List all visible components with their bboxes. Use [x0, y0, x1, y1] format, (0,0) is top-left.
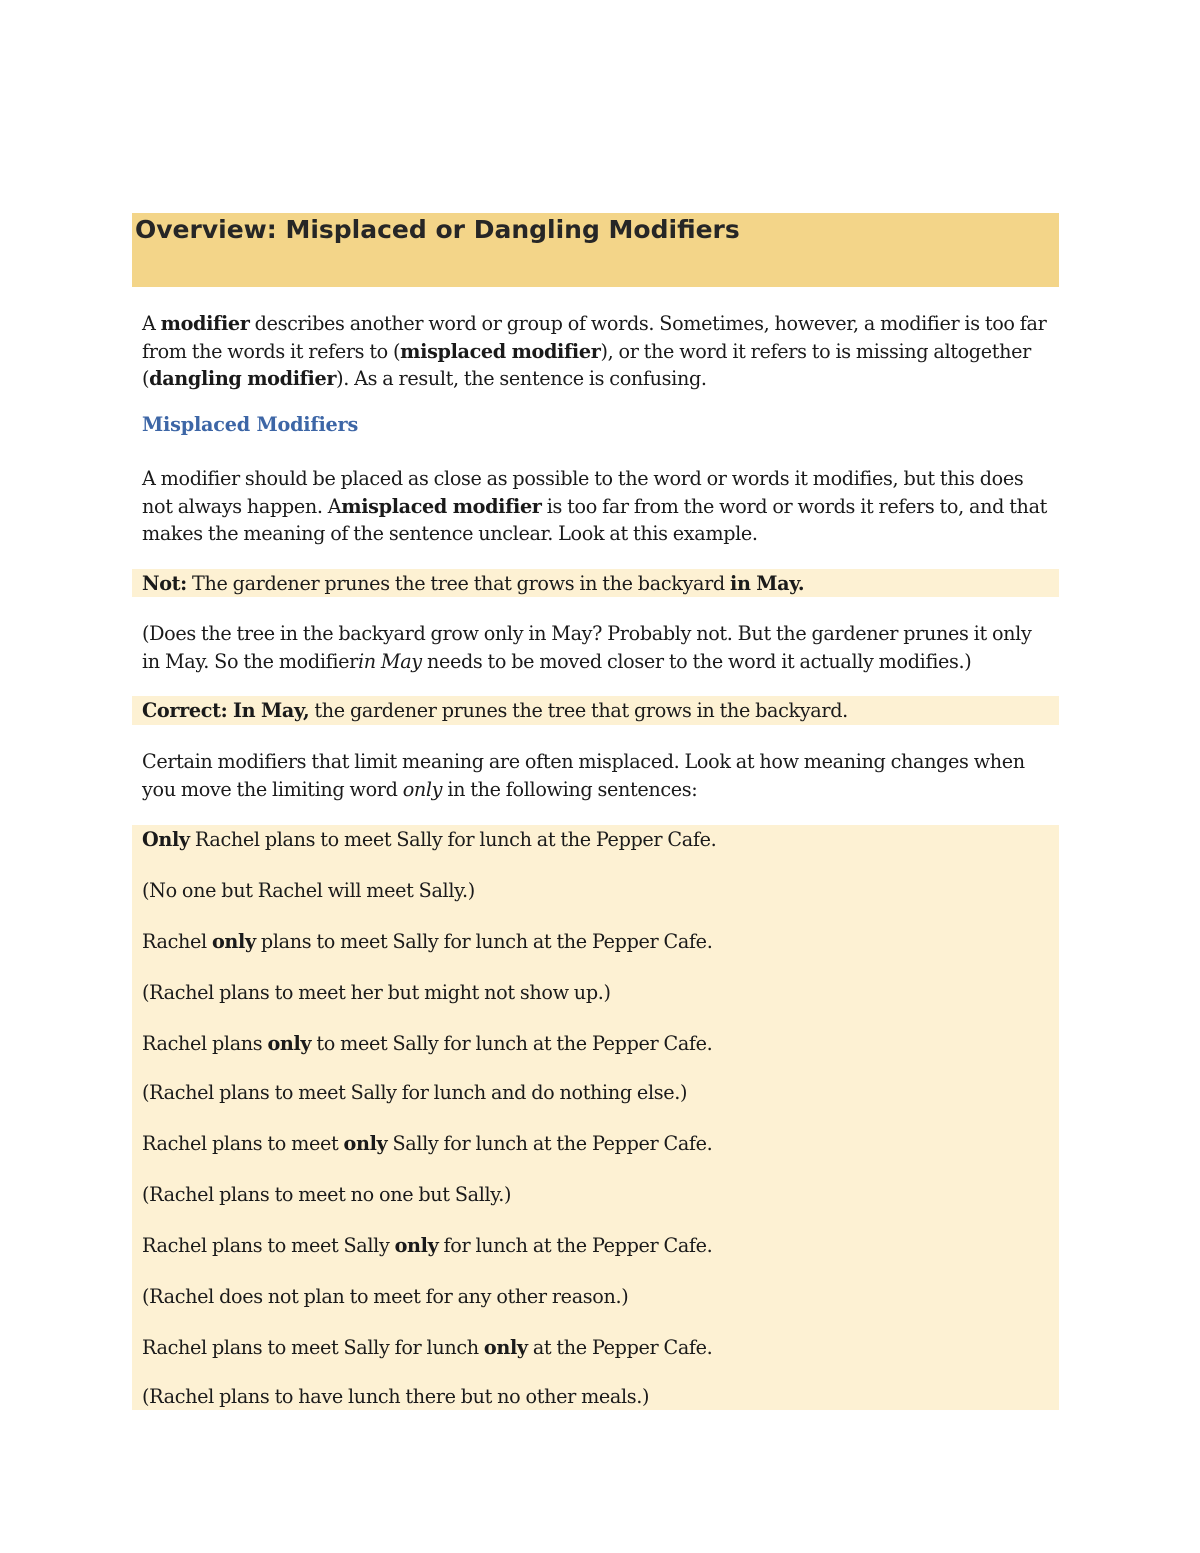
para2-line-1: A modifier should be placed as close as possible to the word or words it modifies, but this does	[142, 467, 1024, 490]
para2-line-3: makes the meaning of the sentence unclear. Look at this example.	[142, 522, 758, 545]
term-misplaced-modifier: misplaced modifier	[341, 495, 542, 518]
intro-text: from the words it refers to (	[142, 340, 401, 363]
example-line: Only Rachel plans to meet Sally for lunch at the Pepper Cafe.	[142, 828, 717, 851]
example-line: Rachel plans to meet Sally only for lunch at the Pepper Cafe.	[142, 1234, 713, 1257]
example-explanation: (Rachel plans to have lunch there but no other meals.)	[142, 1385, 650, 1408]
document-page	[132, 213, 1059, 1408]
para3-line-1: Certain modifiers that limit meaning are often misplaced. Look at how meaning changes when	[142, 750, 1025, 773]
example-line: Rachel plans only to meet Sally for lunch at the Pepper Cafe.	[142, 1032, 713, 1055]
para2-text: not always happen. A	[142, 495, 342, 518]
term-misplaced-modifier: misplaced modifier	[400, 340, 601, 363]
not-example-band	[132, 569, 1059, 597]
intro-line-3	[142, 365, 707, 393]
example-line: Rachel plans to meet only Sally for lunch at the Pepper Cafe.	[142, 1132, 713, 1155]
example-line: Rachel only plans to meet Sally for lunch at the Pepper Cafe.	[142, 930, 713, 953]
term-dangling-modifier: dangling modifier	[149, 367, 337, 390]
intro-text: A	[142, 312, 161, 335]
para3-text: in the following sentences:	[442, 778, 698, 801]
explanation-line-1: (Does the tree in the backyard grow only in May? Probably not. But the gardener prunes it only	[142, 622, 1032, 645]
italic-in-may: in May	[357, 650, 422, 673]
not-bold-end: in May.	[730, 572, 805, 595]
correct-example-band	[132, 696, 1059, 725]
example-explanation: (Rachel plans to meet Sally for lunch and do nothing else.)	[142, 1081, 688, 1104]
para2-line-2	[142, 493, 1047, 521]
intro-line-2	[142, 338, 1031, 366]
correct-label: Correct: In May,	[142, 699, 310, 722]
example-explanation: (Rachel does not plan to meet for any other reason.)	[142, 1285, 629, 1308]
example-explanation: (Rachel plans to meet no one but Sally.)	[142, 1183, 512, 1206]
example-explanation: (No one but Rachel will meet Sally.)	[142, 879, 475, 902]
examples-band	[132, 825, 1059, 1410]
title-band	[132, 213, 1059, 287]
example-explanation: (Rachel plans to meet her but might not show up.)	[142, 981, 611, 1004]
correct-example	[142, 697, 848, 725]
not-text: The gardener prunes the tree that grows in the backyard	[186, 572, 730, 595]
para3-text: you move the limiting word	[142, 778, 403, 801]
page-title: Overview: Misplaced or Dangling Modifiers	[135, 215, 740, 244]
correct-text: the gardener prunes the tree that grows in the backyard.	[309, 699, 848, 722]
not-label: Not:	[142, 572, 187, 595]
explanation-text: in May. So the modifier	[142, 650, 358, 673]
intro-text: describes another word or group of words. Sometimes, however, a modifier is too far	[249, 312, 1047, 335]
para3-line-2	[142, 776, 697, 804]
explanation-text: needs to be moved closer to the word it actually modifies.)	[421, 650, 972, 673]
intro-line-1	[142, 310, 1046, 338]
explanation-line-2	[142, 648, 971, 676]
intro-text: (	[142, 367, 150, 390]
italic-only: only	[402, 778, 443, 801]
para2-text: is too far from the word or words it refers to, and that	[541, 495, 1048, 518]
section-heading: Misplaced Modifiers	[142, 413, 359, 436]
intro-text: ), or the word it refers to is missing altogether	[600, 340, 1031, 363]
not-example	[142, 570, 804, 598]
intro-text: ). As a result, the sentence is confusing.	[336, 367, 707, 390]
example-line: Rachel plans to meet Sally for lunch only at the Pepper Cafe.	[142, 1336, 713, 1359]
term-modifier: modifier	[160, 312, 250, 335]
